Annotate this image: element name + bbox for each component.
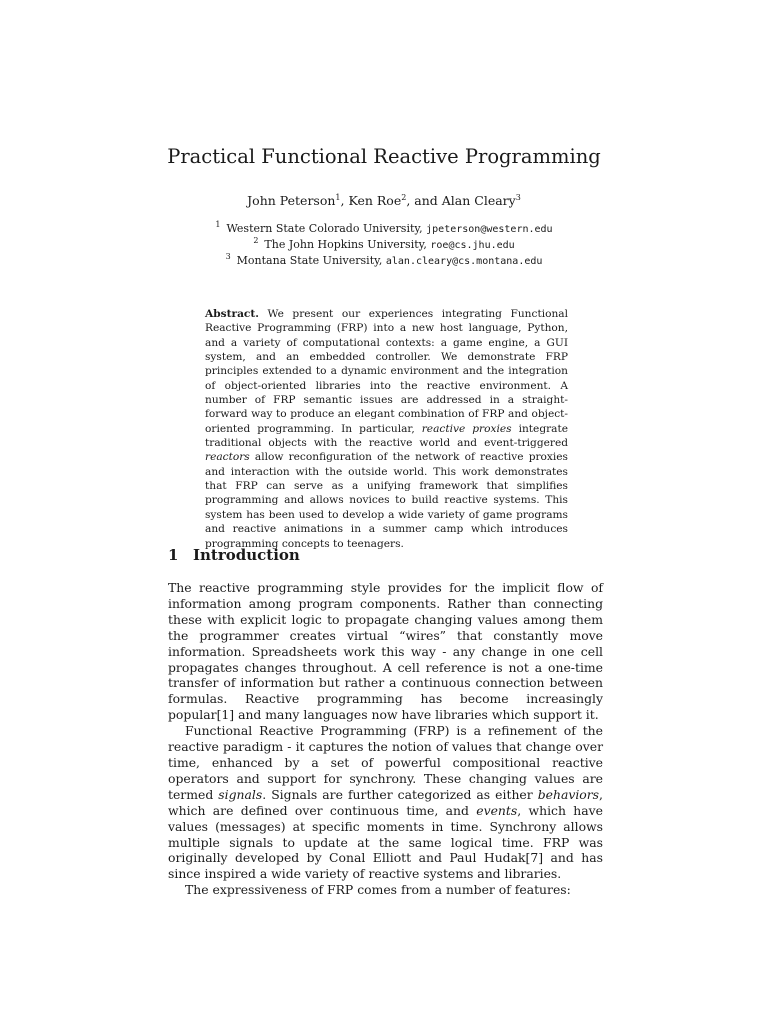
affiliation-mark: 1 xyxy=(215,220,221,230)
paper-title: Practical Functional Reactive Programming xyxy=(167,145,601,168)
affiliation-list xyxy=(0,221,768,269)
section-number: 1 xyxy=(168,546,179,564)
affiliation-text: The John Hopkins University, xyxy=(264,238,431,251)
affiliation-line xyxy=(0,253,768,269)
section-title: Introduction xyxy=(193,546,300,564)
paragraph: The expressiveness of FRP comes from a number of features: xyxy=(185,882,571,898)
abstract xyxy=(205,307,568,551)
author-separator: , xyxy=(340,193,349,208)
paragraph xyxy=(168,723,603,882)
abstract-label: Abstract. xyxy=(205,308,259,320)
abstract-term: reactors xyxy=(205,451,250,464)
author-separator: , and xyxy=(406,193,442,208)
paragraph-text: . Signals are further categorized as either xyxy=(262,786,538,802)
paragraph-term: events xyxy=(476,802,518,818)
abstract-text: integrate traditional objects with the reactive world and event-triggered xyxy=(205,422,569,450)
affiliation-mark: 3 xyxy=(515,192,521,202)
abstract-text: We present our experiences integrating Functional Reactive Programming (FRP) into a new host language, Python, and a variety of computational contexts: a game engine, a GUI system, and an embedded controller. We demonstrate FRP principles extended to a dynamic environment and the integration of object-oriented libraries into the reactive environment. A number of FRP semantic issues are addressed in a straight-forward way to produce an elegant combination of FRP and object-oriented programming. In particular, xyxy=(205,308,568,435)
paragraph-term: behaviors xyxy=(537,786,600,802)
affiliation-mark: 2 xyxy=(253,236,259,246)
email-address: jpeterson@western.edu xyxy=(426,224,553,235)
abstract-term: reactive proxies xyxy=(421,422,512,435)
affiliation-mark: 1 xyxy=(335,192,341,202)
body-text xyxy=(168,580,603,898)
email-address: alan.cleary@cs.montana.edu xyxy=(385,256,543,267)
paragraph-term: signals xyxy=(218,786,263,802)
paragraph-text: , which have values (messages) at specific moments in time. Synchrony allows multiple signals to update at the same logical time. FRP was originally developed by Conal Elliott and Paul Hudak[7] and has since inspired a wide variety of reactive systems and libraries. xyxy=(168,802,603,882)
affiliation-line xyxy=(0,221,768,237)
author-name: Alan Cleary xyxy=(441,193,516,208)
affiliation-line xyxy=(0,237,768,253)
paragraph: The reactive programming style provides for the implicit flow of information among program components. Rather than connecting these with explicit logic to propagate changing values among them the programmer creates virtual “wires” that constantly move information. Spreadsheets work this way - any change in one cell propagates changes throughout. A cell reference is not a one-time transfer of information but rather a continuous connection between formulas. Reactive programming has become increasingly popular[1] and many languages now have libraries which support it. xyxy=(168,580,603,723)
affiliation-text: Western State Colorado University, xyxy=(226,222,427,235)
section-heading xyxy=(168,545,608,565)
paragraph-text: , which are defined over continuous time, and xyxy=(168,786,603,818)
affiliation-text: Montana State University, xyxy=(236,254,386,267)
author-name: Ken Roe xyxy=(348,193,402,208)
abstract-text: allow reconfiguration of the network of reactive proxies and interaction with the outside world. This work demonstrates that FRP can serve as a unifying framework that simplifies programming and allows novices to build reactive systems. This system has been used to develop a wide variety of game programs and reactive animations in a summer camp which introduces programming concepts to teenagers. xyxy=(205,451,568,550)
affiliation-mark: 3 xyxy=(225,252,231,262)
author-list xyxy=(0,193,768,209)
affiliation-mark: 2 xyxy=(401,192,407,202)
author-name: John Peterson xyxy=(247,193,336,208)
paragraph-text: Functional Reactive Programming (FRP) is a refinement of the reactive paradigm - it captures the notion of values that change over time, enhanced by a set of powerful compositional reactive operators and support for synchrony. These changing values are termed xyxy=(168,723,603,802)
email-address: roe@cs.jhu.edu xyxy=(430,240,515,251)
